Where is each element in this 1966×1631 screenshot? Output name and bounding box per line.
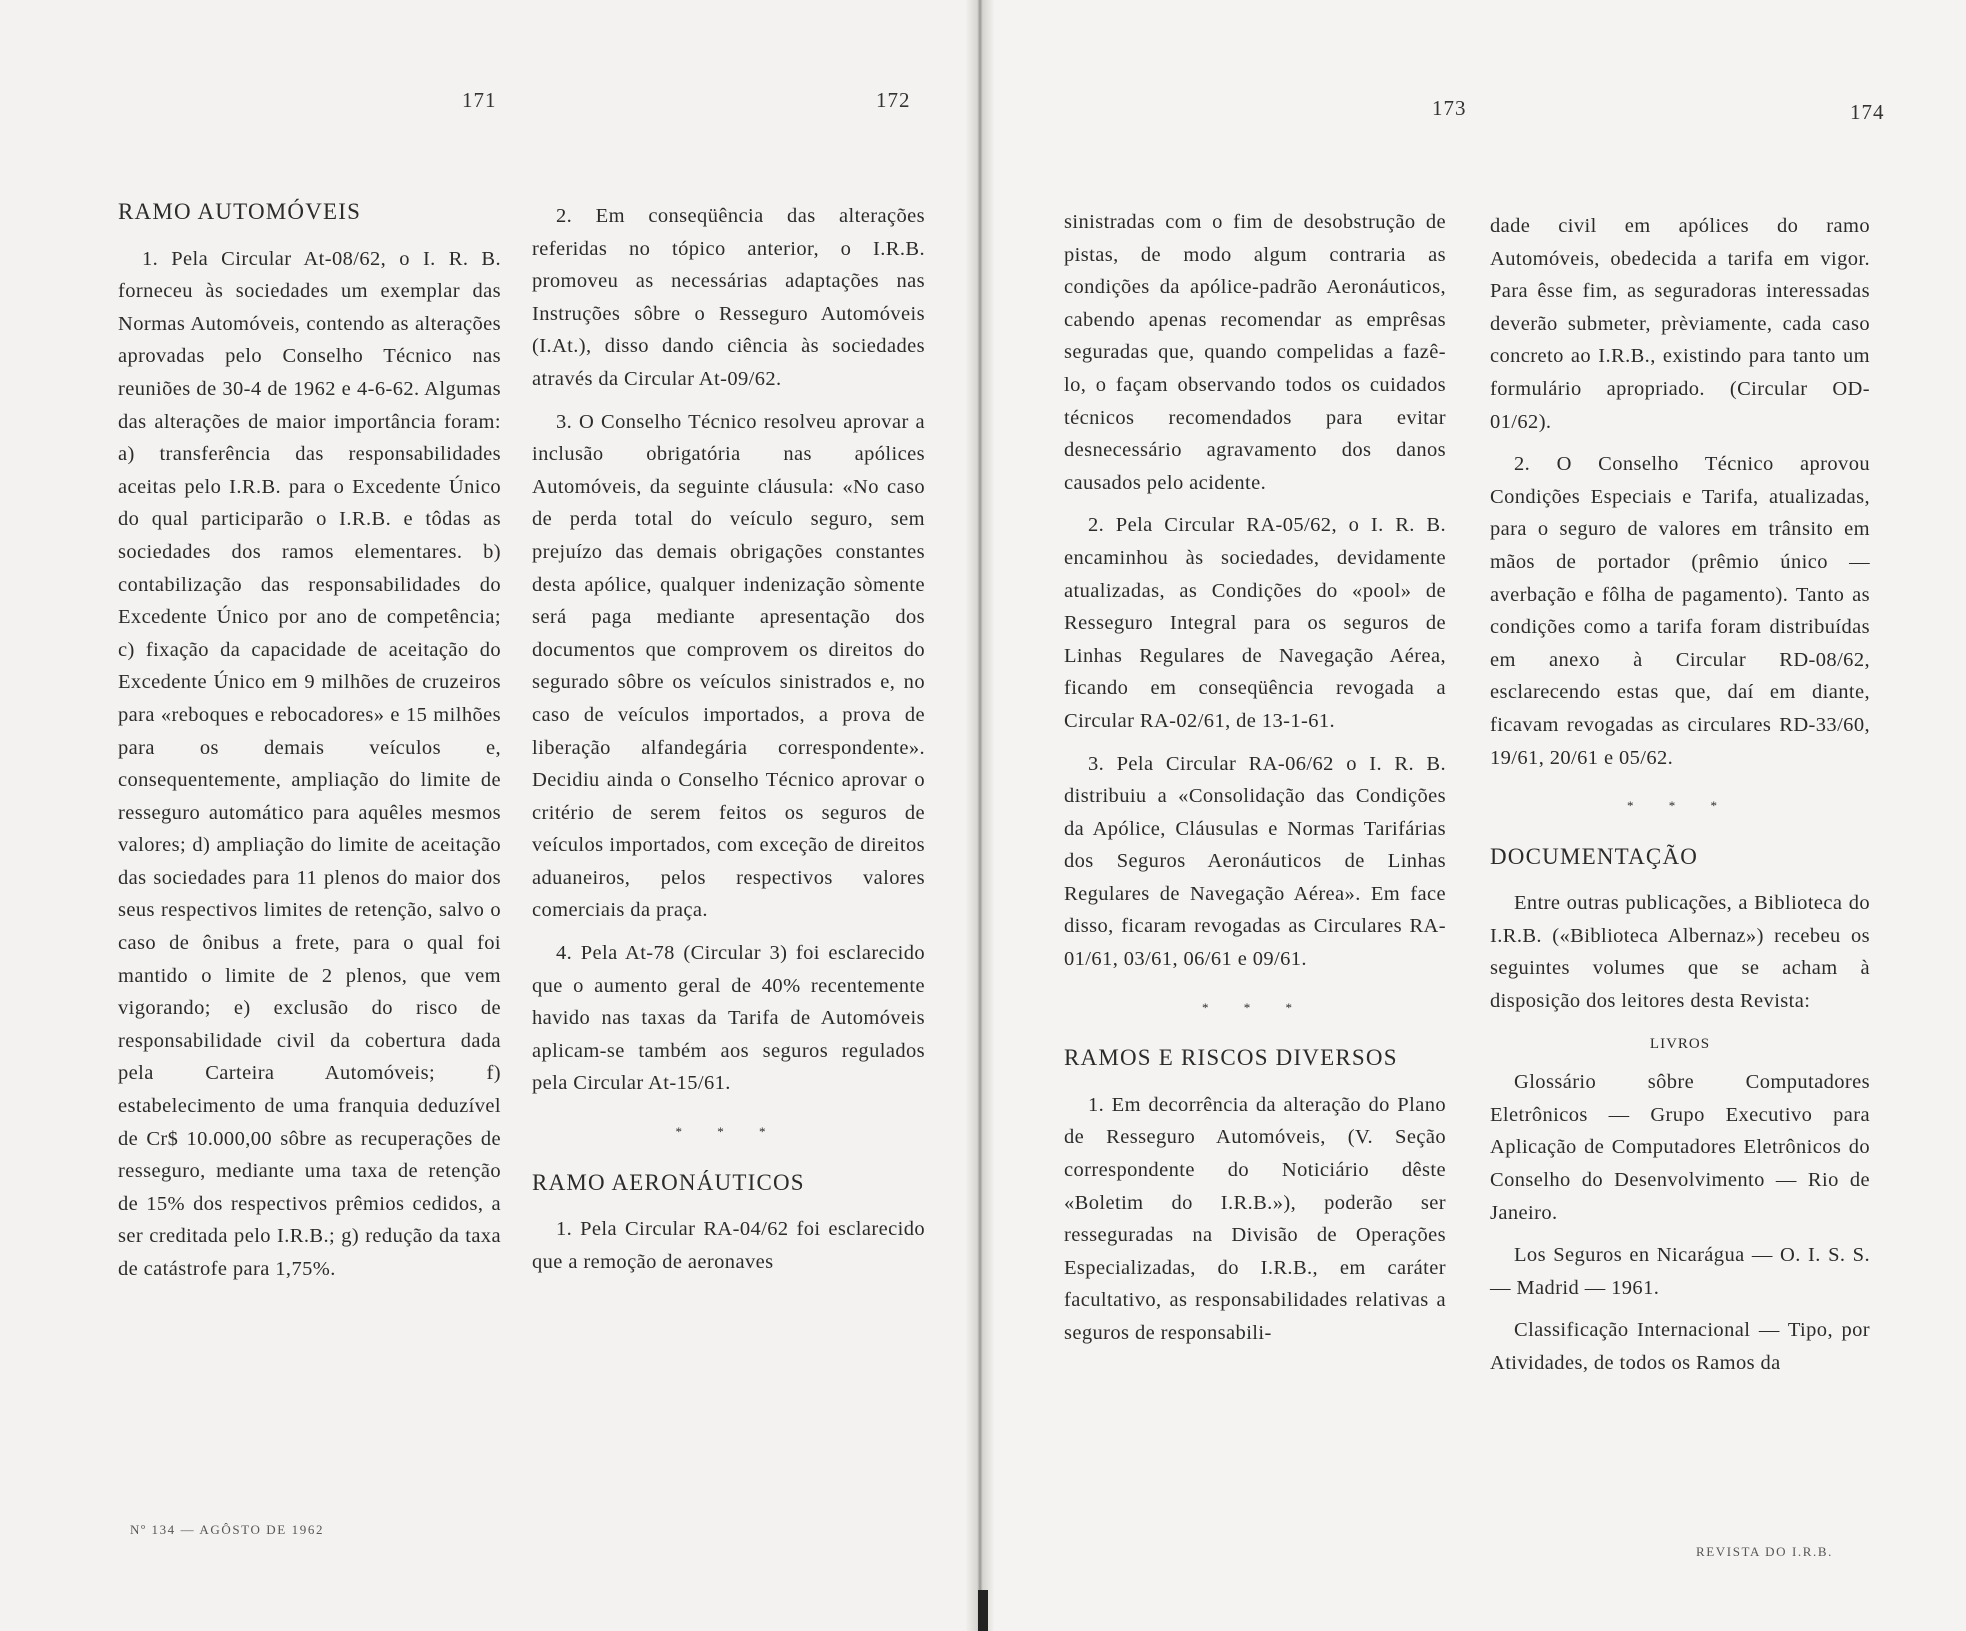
page-number-171: 171 — [462, 88, 497, 112]
section-heading-ramos-diversos: RAMOS E RISCOS DIVERSOS — [1064, 1045, 1398, 1071]
footer-publication: REVISTA DO I.R.B. — [1696, 1544, 1834, 1559]
paragraph: 4. Pela At-78 (Circular 3) foi esclarecido que o aumento geral de 40% recentemente havido nas taxas da Tarifa de Automóveis aplicam-se também aos seguros regulados pela Circular At-15/61. — [532, 942, 925, 1095]
column-page-171 — [118, 196, 501, 1296]
paragraph: 2. O Conselho Técnico aprovou Condições Especiais e Tarifa, atualizadas, para o seguro de valores em trânsito em mãos de portador (prêmio único — averbação e fôlha de pagamento). Tanto as condições como a tarifa foram distribuídas em anexo à Circular RD-08/62, esclarecendo estas que, daí em diante, ficavam revogadas as circulares RD-33/60, 19/61, 20/61 e 05/62. — [1490, 453, 1870, 769]
subheading-livros: LIVROS — [1649, 1035, 1711, 1052]
paragraph: Los Seguros en Nicarágua — O. I. S. S. — Madrid — 1961. — [1490, 1244, 1870, 1299]
paragraph: 3. O Conselho Técnico resolveu aprovar a inclusão obrigatória nas apólices Automóveis, da seguinte cláusula: «No caso de perda total do veículo seguro, sem prejuízo das demais obrigações constantes desta apólice, qualquer indenização sòmente será paga mediante apresentação dos documentos que comprovem os direitos do segurado sôbre os veículos sinistrados e, no caso de veículos importados, a prova de liberação alfandegária correspondente». Decidiu ainda o Conselho Técnico aprovar o critério de serem feitos os seguros de veículos importados, com exceção de direitos aduaneiros, pelos respectivos valores comerciais da praça. — [532, 410, 925, 922]
paragraph: 1. Em decorrência da alteração do Plano de Resseguro Automóveis, (V. Seção correspondente do Noticiário dêste «Boletim do I.R.B.»), poderão ser resseguradas na Divisão de Operações Especializadas, do I.R.B., em caráter facultativo, as responsabilidades relativas a seguros de responsabili- — [1064, 1093, 1446, 1344]
page-number-173: 173 — [1432, 96, 1467, 120]
footer-issue: Nº 134 — AGÔSTO DE 1962 — [130, 1522, 325, 1537]
section-separator: * * * — [1627, 798, 1733, 814]
paragraph: sinistradas com o fim de desobstrução de pistas, de modo algum contraria as condições da apólice-padrão Aeronáuticos, cabendo apenas recomendar as emprêsas seguradas que, quando compelidas a fazê-lo, o façam observando todos os cuidados técnicos recomendados para evitar desnecessário agravamento dos danos causados pelo acidente. — [1064, 211, 1446, 494]
right-page — [984, 0, 1966, 1631]
paragraph: 2. Em conseqüência das alterações referidas no tópico anterior, o I.R.B. promoveu as necessárias adaptações nas Instruções sôbre o Resseguro Automóveis (I.At.), disso dando ciência às sociedades através da Circular At-09/62. — [532, 205, 925, 390]
paragraph: 2. Pela Circular RA-05/62, o I. R. B. encaminhou às sociedades, devidamente atualizadas, as Condições do «pool» de Resseguro Integral para os seguros de Linhas Regulares de Navegação Aérea, ficando em conseqüência revogada a Circular RA-02/61, de 13-1-61. — [1064, 514, 1446, 732]
section-heading-automoveis: RAMO AUTOMÓVEIS — [118, 199, 362, 224]
section-heading-aeronauticos: RAMO AERONÁUTICOS — [532, 1169, 805, 1195]
column-page-172 — [532, 200, 925, 1288]
paragraph: Glossário sôbre Computadores Eletrônicos — Grupo Executivo para Aplicação de Computadores Eletrônicos do Conselho do Desenvolvimento — Rio de Janeiro. — [1490, 1071, 1870, 1224]
page-number-172: 172 — [876, 88, 911, 112]
paragraph: Entre outras publicações, a Biblioteca do I.R.B. («Biblioteca Albernaz») recebeu os seguintes volumes que se acham à disposição dos leitores desta Revista: — [1490, 892, 1870, 1013]
column-page-173 — [1064, 206, 1446, 1360]
paragraph: 1. Pela Circular RA-04/62 foi esclarecido que a remoção de aeronaves — [532, 1218, 925, 1273]
section-separator: * * * — [1202, 999, 1308, 1015]
paragraph: dade civil em apólices do ramo Automóveis, obedecida a tarifa em vigor. Para êsse fim, as seguradoras interessadas deverão submeter, prèviamente, cada caso concreto ao I.R.B., existindo para tanto um formulário apropriado. (Circular OD-01/62). — [1490, 215, 1870, 433]
section-heading-documentacao: DOCUMENTAÇÃO — [1490, 843, 1699, 869]
page-number-174: 174 — [1850, 100, 1885, 124]
left-page — [0, 0, 978, 1631]
binding-edge — [978, 1590, 988, 1631]
section-separator: * * * — [675, 1124, 782, 1140]
page-gutter — [966, 0, 994, 1631]
paragraph: Classificação Internacional — Tipo, por Atividades, de todos os Ramos da — [1490, 1319, 1870, 1374]
paragraph: 3. Pela Circular RA-06/62 o I. R. B. distribuiu a «Consolidação das Condições da Apólice, Cláusulas e Normas Tarifárias dos Seguros Aeronáuticos de Linhas Regulares de Navegação Aérea». Em face disso, ficaram revogadas as Circulares RA-01/61, 03/61, 06/61 e 09/61. — [1064, 752, 1446, 971]
column-page-174 — [1490, 210, 1870, 1390]
paragraph: 1. Pela Circular At-08/62, o I. R. B. forneceu às sociedades um exemplar das Normas Automóveis, contendo as alterações aprovadas pelo Conselho Técnico nas reuniões de 30-4 de 1962 e 4-6-62. Algumas das alterações de maior importância foram: a) transferência das responsabilidades aceitas pelo I.R.B. para o Excedente Único do qual participarão o I.R.B. e tôdas as sociedades dos ramos elementares. b) contabilização das responsabilidades do Excedente Único por ano de competência; c) fixação da capacidade de aceitação do Excedente Único em 9 milhões de cruzeiros para «reboques e rebocadores» e 15 milhões para os demais veículos e, consequentemente, ampliação do limite de resseguro automático para aquêles mesmos valores; d) ampliação do limite de aceitação das sociedades para 11 plenos do maior dos seus respectivos limites de retenção, salvo o caso de ônibus a frete, para o qual foi mantido o limite de 2 plenos, que vem vigorando; e) exclusão do risco de responsabilidade civil da cobertura dada pela Carteira Automóveis; f) estabelecimento de uma franquia deduzível de Cr$ 10.000,00 sôbre as recuperações de resseguro, mediante uma taxa de retenção de 15% dos respectivos prêmios cedidos, a ser creditada pelo I.R.B.; g) redução da taxa de catástrofe para 1,75%. — [118, 247, 501, 1280]
